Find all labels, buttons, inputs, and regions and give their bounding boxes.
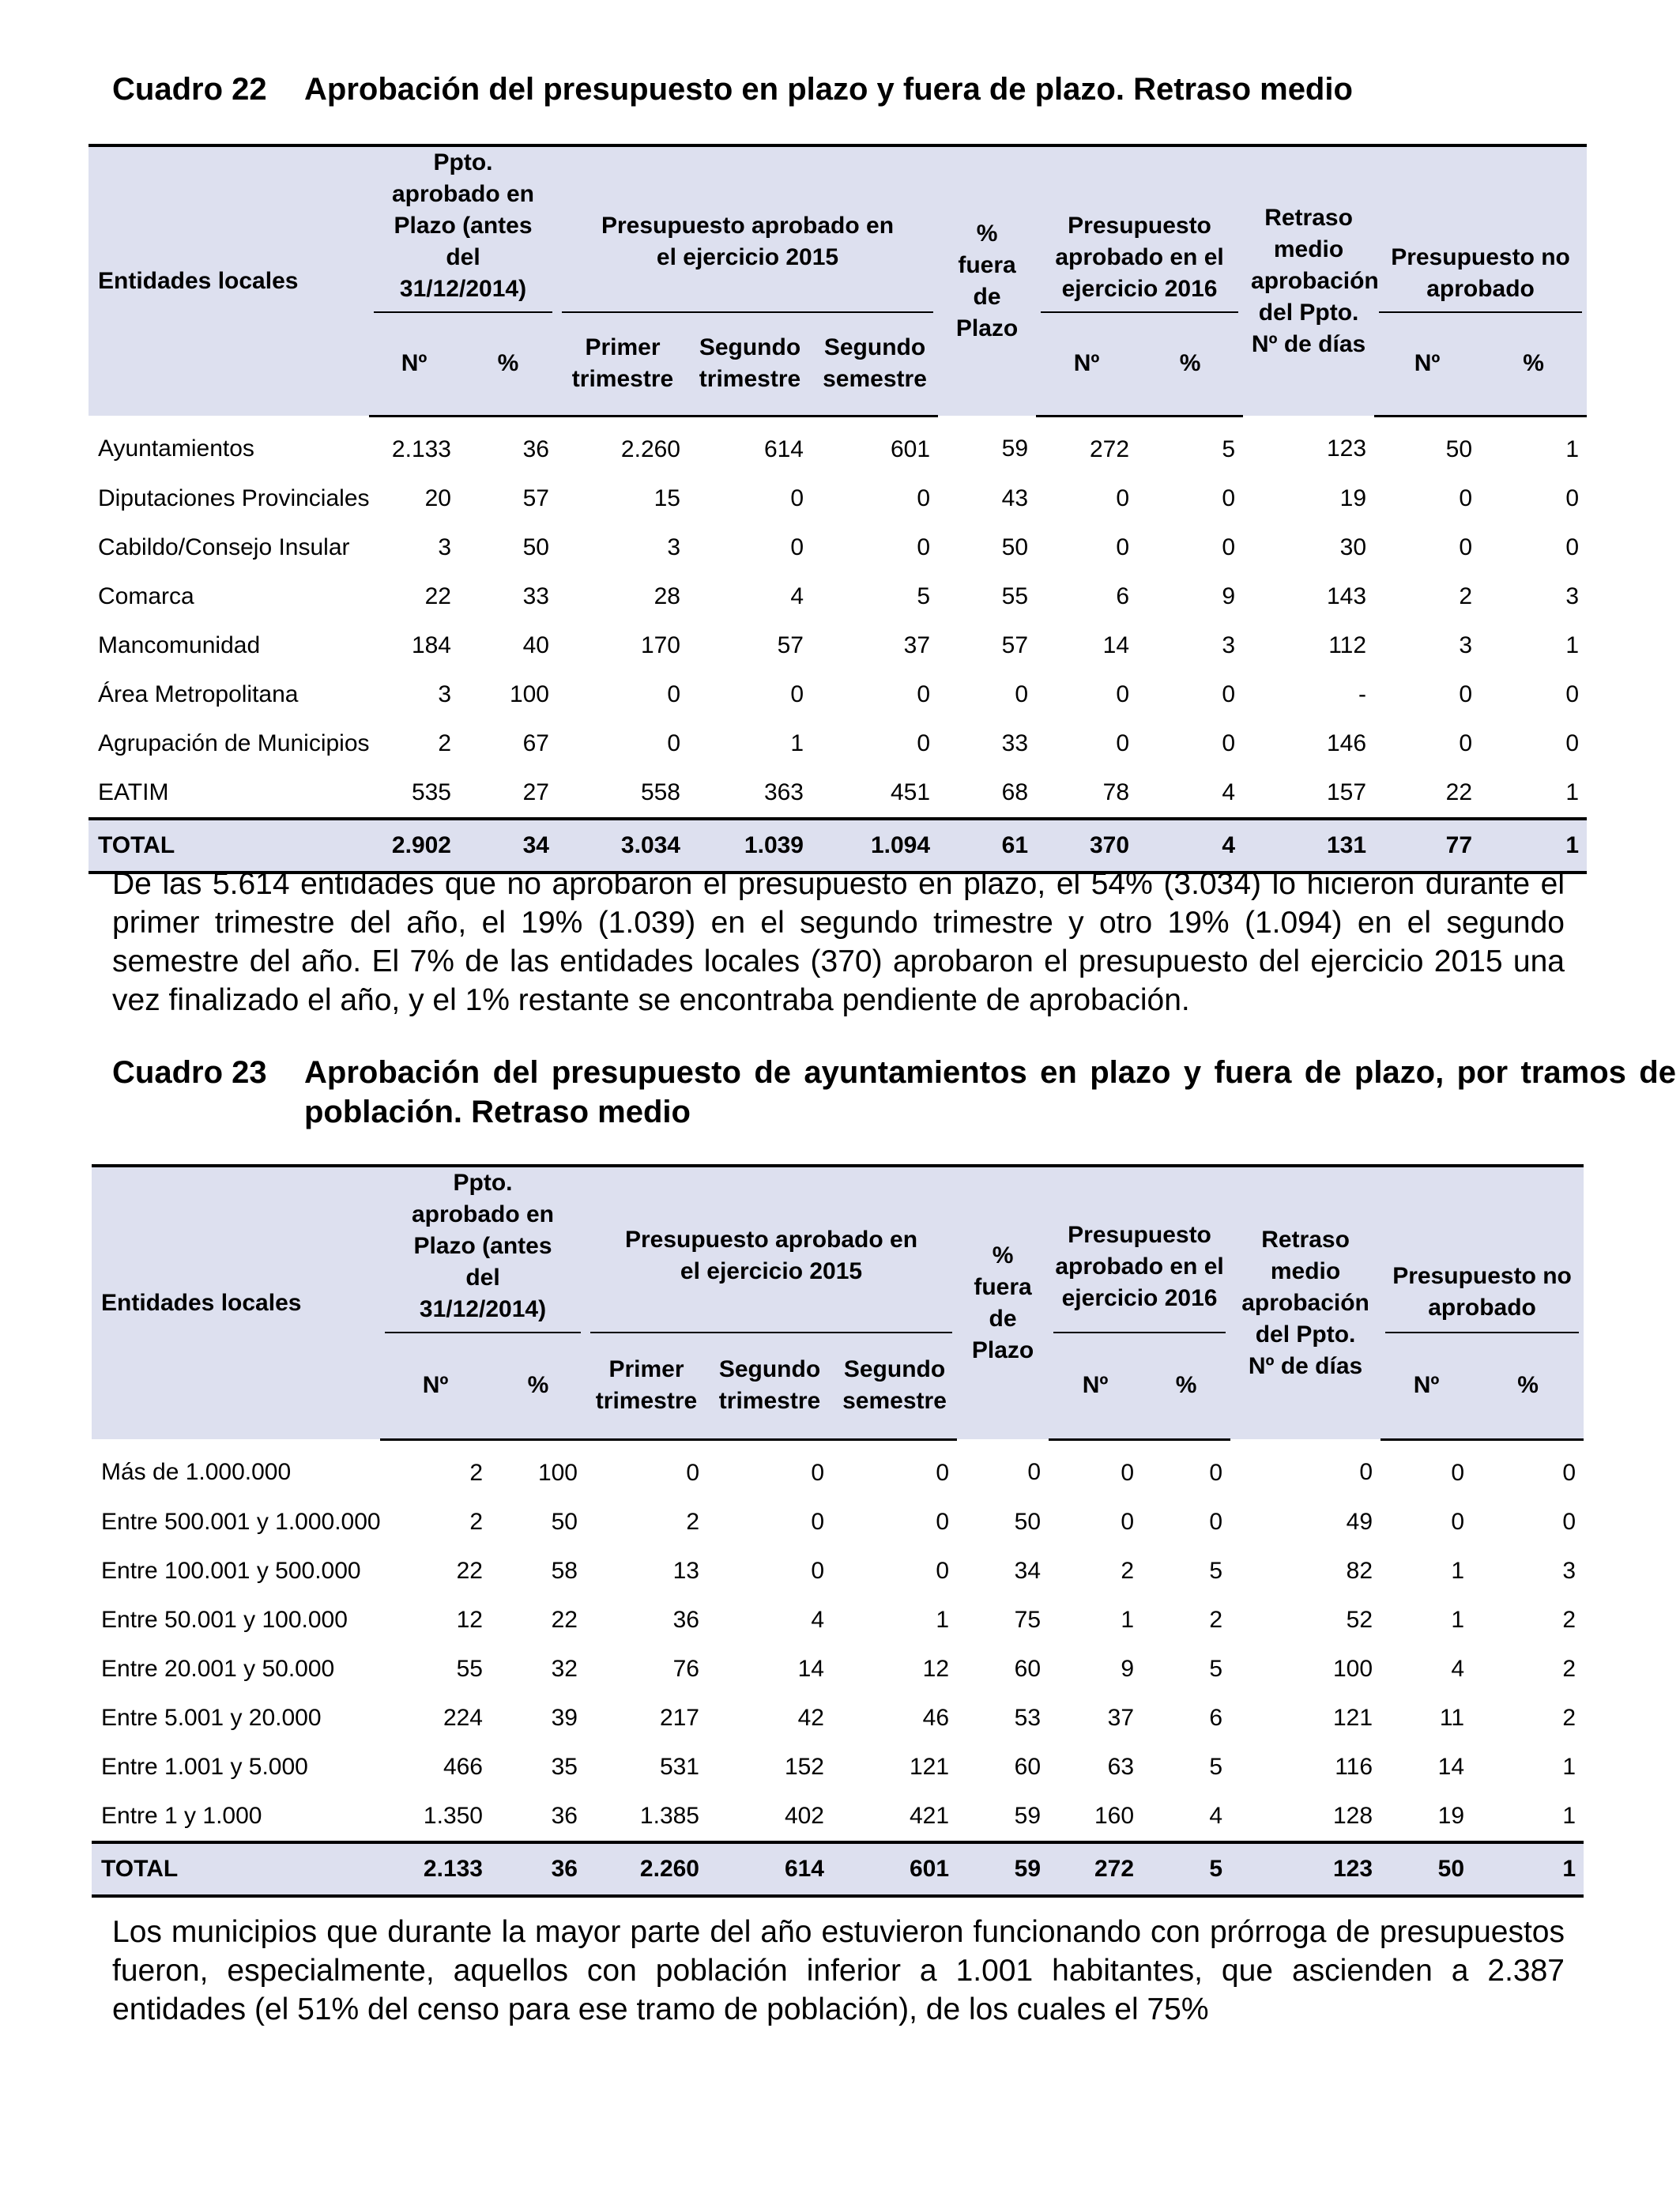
header-n: Nº <box>369 313 459 416</box>
table23-caption-number: Cuadro 23 <box>112 1055 267 1090</box>
table-cell: 466 <box>443 1753 483 1780</box>
total-cell: 50 <box>1381 1842 1472 1896</box>
table-cell: 59 <box>1001 435 1029 462</box>
table-cell: 1.385 <box>639 1802 699 1829</box>
table-cell: 0 <box>936 1459 950 1486</box>
table-cell: 78 <box>1102 778 1130 805</box>
table-cell: 0 <box>1116 484 1130 511</box>
header-primer-trimestre: Primer trimestre <box>557 313 688 416</box>
table-cell: 4 <box>1209 1802 1223 1829</box>
header-ppto-plazo-label: Ppto. aprobado en Plazo (antes del 31/12/2014) <box>374 147 552 313</box>
table-cell: 112 <box>1328 631 1367 658</box>
total-cell: 5 <box>1142 1842 1230 1896</box>
table-cell: 6 <box>1116 582 1130 609</box>
table-cell: 20 <box>424 484 451 511</box>
table-cell: 3 <box>1222 631 1236 658</box>
table-cell: 4 <box>811 1606 824 1633</box>
table-row <box>89 416 1587 474</box>
header-pct-fuera: % fuera de Plazo <box>938 145 1036 416</box>
table-cell: 2 <box>1562 1606 1576 1633</box>
table-cell: 2 <box>438 729 451 756</box>
table-cell: 58 <box>551 1557 578 1584</box>
table-cell: 1.350 <box>423 1802 483 1829</box>
table-cell: 0 <box>1116 729 1130 756</box>
table22-caption <box>112 70 1574 117</box>
total-cell: 1 <box>1472 1842 1584 1896</box>
table-cell: 0 <box>1459 729 1473 756</box>
total-cell: 131 <box>1243 819 1374 873</box>
header-entidades: Entidades locales <box>92 1166 380 1439</box>
table-cell: 0 <box>1565 680 1580 707</box>
table-cell: 0 <box>790 533 804 560</box>
table-cell: 22 <box>551 1606 578 1633</box>
table-cell: 30 <box>1339 533 1367 560</box>
row-label: Entre 1 y 1.000 <box>101 1802 262 1829</box>
table-cell: 2.260 <box>620 435 680 462</box>
header-segundo-trimestre: Segundo trimestre <box>707 1333 832 1439</box>
table-cell: 0 <box>1222 729 1236 756</box>
table-row <box>89 572 1587 621</box>
header-ppto-2016 <box>1049 1166 1230 1333</box>
table-cell: 0 <box>667 729 680 756</box>
header-ppto-2016-label: Presupuesto aprobado en el ejercicio 2016 <box>1053 1220 1226 1333</box>
table-cell: 55 <box>1001 582 1029 609</box>
table-cell: 2 <box>1121 1557 1135 1584</box>
header-pct-fuera: % fuera de Plazo <box>957 1166 1049 1439</box>
table-cell: 27 <box>522 778 549 805</box>
table-row <box>92 1439 1584 1498</box>
table-cell: 12 <box>456 1606 483 1633</box>
row-label: Área Metropolitana <box>98 680 299 707</box>
table-cell: 0 <box>790 680 804 707</box>
table-cell: 123 <box>1326 435 1367 462</box>
table-cell: 363 <box>763 778 804 805</box>
table-cell: 9 <box>1222 582 1236 609</box>
table-cell: 0 <box>1209 1508 1223 1535</box>
header-segundo-semestre: Segundo semestre <box>812 313 938 416</box>
header-no-aprobado-label: Presupuesto no aprobado <box>1385 1261 1579 1333</box>
table-cell: 2.133 <box>391 435 451 462</box>
table-cell: 0 <box>790 484 804 511</box>
total-cell: 2.260 <box>586 1842 707 1896</box>
table-cell: 14 <box>1102 631 1130 658</box>
table-cell: 1 <box>1451 1606 1465 1633</box>
table-cell: 0 <box>1121 1459 1135 1486</box>
table-cell: 1 <box>1562 1753 1576 1780</box>
header-no-aprobado <box>1381 1166 1584 1333</box>
row-label: Entre 5.001 y 20.000 <box>101 1704 322 1731</box>
total-cell: 123 <box>1230 1842 1381 1896</box>
table-cell: 0 <box>1222 484 1236 511</box>
table-cell: 4 <box>1451 1655 1465 1682</box>
total-label: TOTAL <box>89 819 369 873</box>
table-cell: 55 <box>456 1655 483 1682</box>
table-cell: 46 <box>922 1704 950 1731</box>
table-cell: 5 <box>1209 1557 1223 1584</box>
table-row <box>92 1596 1584 1645</box>
table-cell: 5 <box>1209 1753 1223 1780</box>
table-cell: 14 <box>1437 1753 1465 1780</box>
table-cell: 0 <box>1359 1458 1373 1485</box>
table-cell: 402 <box>784 1802 824 1829</box>
table-cell: 0 <box>1451 1459 1465 1486</box>
header-pct-2016: % <box>1137 313 1243 416</box>
table-cell: 28 <box>654 582 680 609</box>
table-cell: 11 <box>1439 1704 1465 1731</box>
table-cell: 75 <box>1014 1606 1042 1633</box>
table-cell: 22 <box>456 1557 483 1584</box>
table-cell: 272 <box>1089 435 1130 462</box>
table-cell: 3 <box>1565 582 1580 609</box>
header-ppto-2015 <box>586 1166 957 1333</box>
header-n-2016: Nº <box>1049 1333 1142 1439</box>
table-cell: 13 <box>672 1557 699 1584</box>
table-cell: 43 <box>1001 484 1029 511</box>
header-pct-no-aprobado: % <box>1472 1333 1584 1439</box>
table-cell: 184 <box>411 631 451 658</box>
table-cell: 170 <box>640 631 680 658</box>
table-cell: 0 <box>1015 680 1029 707</box>
table-cell: 5 <box>1209 1655 1223 1682</box>
table-cell: 0 <box>1116 533 1130 560</box>
total-cell: 77 <box>1374 819 1480 873</box>
table-cell: 15 <box>654 484 680 511</box>
table-cell: 37 <box>1107 1704 1135 1731</box>
table23-caption-title: Aprobación del presupuesto de ayuntamientos en plazo y fuera de plazo, por tramos de población. Retraso medio <box>304 1055 1676 1129</box>
table-cell: 0 <box>936 1508 950 1535</box>
total-cell: 2.133 <box>380 1842 491 1896</box>
table-cell: 0 <box>1565 533 1580 560</box>
table-cell: 0 <box>1027 1458 1042 1485</box>
table-cell: 34 <box>1014 1557 1042 1584</box>
row-label: Comarca <box>98 582 194 609</box>
row-label: Cabildo/Consejo Insular <box>98 533 350 560</box>
row-label: Más de 1.000.000 <box>101 1458 292 1485</box>
table-cell: 53 <box>1014 1704 1042 1731</box>
table-cell: 531 <box>659 1753 699 1780</box>
total-cell: 601 <box>832 1842 957 1896</box>
total-cell: 272 <box>1049 1842 1142 1896</box>
header-pct: % <box>491 1333 586 1439</box>
table23-total-row <box>92 1842 1584 1896</box>
table23 <box>92 1164 1584 1898</box>
table-cell: 33 <box>522 582 549 609</box>
table-cell: 0 <box>811 1459 824 1486</box>
table-cell: 19 <box>1437 1802 1465 1829</box>
header-no-aprobado-label: Presupuesto no aprobado <box>1379 242 1582 313</box>
table-row <box>89 768 1587 819</box>
table-cell: 6 <box>1209 1704 1223 1731</box>
table-cell: 558 <box>640 778 680 805</box>
table-row <box>89 621 1587 670</box>
header-n-2016: Nº <box>1036 313 1137 416</box>
table-cell: 2 <box>1209 1606 1223 1633</box>
table-row <box>89 474 1587 523</box>
table-cell: 157 <box>1326 778 1367 805</box>
row-label: EATIM <box>98 778 169 805</box>
header-primer-trimestre: Primer trimestre <box>586 1333 707 1439</box>
table-cell: 36 <box>522 435 549 462</box>
header-ppto-plazo-label: Ppto. aprobado en Plazo (antes del 31/12/2014) <box>385 1167 581 1333</box>
table-cell: 57 <box>1001 631 1029 658</box>
table-row <box>89 670 1587 719</box>
table-cell: 1 <box>1565 435 1580 462</box>
table-cell: 0 <box>1459 484 1473 511</box>
table-cell: 1 <box>1451 1557 1465 1584</box>
table-cell: 100 <box>1332 1655 1373 1682</box>
table-cell: 0 <box>811 1557 824 1584</box>
total-cell: 370 <box>1036 819 1137 873</box>
table-cell: 60 <box>1014 1753 1042 1780</box>
table-cell: 19 <box>1339 484 1367 511</box>
table-cell: 22 <box>1445 778 1473 805</box>
table-cell: 128 <box>1332 1802 1373 1829</box>
table-cell: 152 <box>784 1753 824 1780</box>
total-cell: 1.094 <box>812 819 938 873</box>
header-n-no-aprobado: Nº <box>1374 313 1480 416</box>
paragraph-2: Los municipios que durante la mayor parte del año estuvieron funcionando con prórroga de presupuestos fueron, especialmente, aquellos con población inferior a 1.001 habitantes, que ascienden a 2.387 entidades (el 51% del censo para ese tramo de población), de los cuales el 75% <box>112 1915 1565 2026</box>
header-retraso: Retraso medio aprobación del Ppto. Nº de días <box>1243 145 1374 416</box>
table-cell: 535 <box>411 778 451 805</box>
header-segundo-semestre: Segundo semestre <box>832 1333 957 1439</box>
table-cell: 0 <box>1562 1508 1576 1535</box>
total-cell: 59 <box>957 1842 1049 1896</box>
table-cell: 0 <box>1565 729 1580 756</box>
table-cell: 451 <box>890 778 931 805</box>
table-cell: 121 <box>909 1753 950 1780</box>
table-cell: 4 <box>790 582 804 609</box>
table-cell: 1 <box>936 1606 950 1633</box>
table-cell: 50 <box>1445 435 1473 462</box>
total-cell: 1.039 <box>688 819 812 873</box>
table-cell: 224 <box>443 1704 483 1731</box>
table-row <box>92 1743 1584 1792</box>
table-cell: 0 <box>667 680 680 707</box>
table23-caption <box>112 1053 1676 1140</box>
table-cell: 0 <box>1451 1508 1465 1535</box>
table-cell: 50 <box>1001 533 1029 560</box>
header-n: Nº <box>380 1333 491 1439</box>
table-cell: 143 <box>1326 582 1367 609</box>
table-cell: 100 <box>509 680 549 707</box>
table-cell: 116 <box>1335 1753 1373 1780</box>
table-cell: 1 <box>1565 778 1580 805</box>
table-cell: 2 <box>469 1508 483 1535</box>
header-ppto-2015 <box>557 145 938 313</box>
table-cell: 2 <box>1562 1655 1576 1682</box>
table-cell: 57 <box>522 484 549 511</box>
table-cell: 3 <box>1562 1557 1576 1584</box>
table-cell: 32 <box>551 1655 578 1682</box>
table-cell: 9 <box>1121 1655 1135 1682</box>
table-cell: 0 <box>1562 1459 1576 1486</box>
table-cell: 60 <box>1014 1655 1042 1682</box>
table-row <box>92 1547 1584 1596</box>
table-cell: 3 <box>667 533 680 560</box>
table-cell: 121 <box>1332 1704 1373 1731</box>
table22 <box>89 144 1587 874</box>
table-cell: 0 <box>1222 533 1236 560</box>
table-row <box>92 1645 1584 1694</box>
total-cell: 4 <box>1137 819 1243 873</box>
row-label: Entre 20.001 y 50.000 <box>101 1655 335 1682</box>
table-cell: 82 <box>1346 1557 1373 1584</box>
total-cell: 36 <box>491 1842 586 1896</box>
table-cell: 57 <box>777 631 804 658</box>
header-no-aprobado <box>1374 145 1587 313</box>
paragraph-1: De las 5.614 entidades que no aprobaron el presupuesto en plazo, el 54% (3.034) lo hicieron durante el primer trimestre del año, el 19% (1.039) en el segundo trimestre y otro 19% (1.094) en el segundo semestre del año. El 7% de las entidades locales (370) aprobaron el presupuesto del ejercicio 2015 una vez finalizado el año, y el 1% restante se encontraba pendiente de aprobación. <box>112 867 1565 1017</box>
row-label: Entre 50.001 y 100.000 <box>101 1606 348 1633</box>
table-cell: 49 <box>1346 1508 1373 1535</box>
table-cell: 0 <box>917 533 931 560</box>
table-cell: 1 <box>1562 1802 1576 1829</box>
table-cell: 614 <box>763 435 804 462</box>
table-cell: 59 <box>1014 1802 1042 1829</box>
header-ppto-2016 <box>1036 145 1243 313</box>
total-label: TOTAL <box>92 1842 380 1896</box>
table-cell: 63 <box>1107 1753 1135 1780</box>
table-cell: 2 <box>1562 1704 1576 1731</box>
table-row <box>92 1792 1584 1842</box>
table-cell: 0 <box>936 1557 950 1584</box>
table-cell: 217 <box>659 1704 699 1731</box>
header-ppto-2015-label: Presupuesto aprobado en el ejercicio 2015 <box>562 210 933 313</box>
table-cell: 146 <box>1326 729 1367 756</box>
table-cell: 50 <box>551 1508 578 1535</box>
table-cell: 50 <box>1014 1508 1042 1535</box>
table-cell: 0 <box>917 680 931 707</box>
table-row <box>92 1498 1584 1547</box>
table-cell: 36 <box>672 1606 699 1633</box>
table-cell: 39 <box>551 1704 578 1731</box>
table-cell: 160 <box>1094 1802 1135 1829</box>
table-cell: 0 <box>1459 533 1473 560</box>
table-cell: 67 <box>522 729 549 756</box>
table-cell: 100 <box>537 1459 578 1486</box>
total-cell: 34 <box>459 819 557 873</box>
table-cell: 5 <box>917 582 931 609</box>
table-row <box>92 1694 1584 1743</box>
row-label: Entre 1.001 y 5.000 <box>101 1753 308 1780</box>
table22-body <box>89 416 1587 819</box>
table-cell: 50 <box>522 533 549 560</box>
table-cell: 0 <box>1222 680 1236 707</box>
table-cell: 5 <box>1222 435 1236 462</box>
total-cell: 614 <box>707 1842 832 1896</box>
table-row <box>89 719 1587 768</box>
header-entidades: Entidades locales <box>89 145 369 416</box>
table-cell: 35 <box>551 1753 578 1780</box>
table-cell: 3 <box>438 680 451 707</box>
total-cell: 61 <box>938 819 1036 873</box>
total-cell: 2.902 <box>369 819 459 873</box>
table-cell: 68 <box>1001 778 1029 805</box>
table-cell: 0 <box>1565 484 1580 511</box>
table-cell: 421 <box>909 1802 950 1829</box>
table-cell: 33 <box>1001 729 1029 756</box>
header-ppto-plazo <box>380 1166 586 1333</box>
table-cell: 0 <box>917 729 931 756</box>
table-cell: 22 <box>424 582 451 609</box>
header-ppto-2016-label: Presupuesto aprobado en el ejercicio 2016 <box>1041 210 1238 313</box>
header-segundo-trimestre: Segundo trimestre <box>688 313 812 416</box>
table-cell: 2 <box>1459 582 1473 609</box>
table-cell: 1 <box>790 729 804 756</box>
table-cell: 2 <box>686 1508 699 1535</box>
table-cell: 0 <box>1209 1459 1223 1486</box>
table-cell: 0 <box>811 1508 824 1535</box>
table-cell: 36 <box>551 1802 578 1829</box>
row-label: Diputaciones Provinciales <box>98 484 370 511</box>
header-n-no-aprobado: Nº <box>1381 1333 1472 1439</box>
table-cell: 2 <box>469 1459 483 1486</box>
total-cell: 1 <box>1480 819 1587 873</box>
table-cell: - <box>1358 680 1367 707</box>
row-label: Ayuntamientos <box>98 435 254 462</box>
table-cell: 1 <box>1121 1606 1135 1633</box>
table-cell: 3 <box>438 533 451 560</box>
table-cell: 42 <box>797 1704 824 1731</box>
table-cell: 0 <box>1459 680 1473 707</box>
header-pct: % <box>459 313 557 416</box>
header-ppto-plazo <box>369 145 557 313</box>
table-cell: 0 <box>1116 680 1130 707</box>
table-cell: 40 <box>522 631 549 658</box>
header-pct-2016: % <box>1142 1333 1230 1439</box>
table-cell: 37 <box>903 631 931 658</box>
total-cell: 3.034 <box>557 819 688 873</box>
row-label: Mancomunidad <box>98 631 261 658</box>
table-cell: 0 <box>917 484 931 511</box>
table-cell: 4 <box>1222 778 1236 805</box>
table-cell: 3 <box>1459 631 1473 658</box>
row-label: Entre 100.001 y 500.000 <box>101 1557 361 1584</box>
table-cell: 76 <box>672 1655 699 1682</box>
table-row <box>89 523 1587 572</box>
table-cell: 52 <box>1346 1606 1373 1633</box>
row-label: Agrupación de Municipios <box>98 729 370 756</box>
header-pct-no-aprobado: % <box>1480 313 1587 416</box>
header-retraso: Retraso medio aprobación del Ppto. Nº de días <box>1230 1166 1381 1439</box>
table22-caption-number: Cuadro 22 <box>112 72 267 107</box>
table-cell: 12 <box>922 1655 950 1682</box>
row-label: Entre 500.001 y 1.000.000 <box>101 1508 381 1535</box>
table-cell: 1 <box>1565 631 1580 658</box>
table-cell: 0 <box>686 1459 699 1486</box>
table22-caption-title: Aprobación del presupuesto en plazo y fuera de plazo. Retraso medio <box>304 72 1353 107</box>
header-ppto-2015-label: Presupuesto aprobado en el ejercicio 2015 <box>590 1224 952 1333</box>
table-cell: 601 <box>890 435 931 462</box>
table23-body <box>92 1439 1584 1842</box>
table-cell: 0 <box>1121 1508 1135 1535</box>
table-cell: 14 <box>797 1655 824 1682</box>
